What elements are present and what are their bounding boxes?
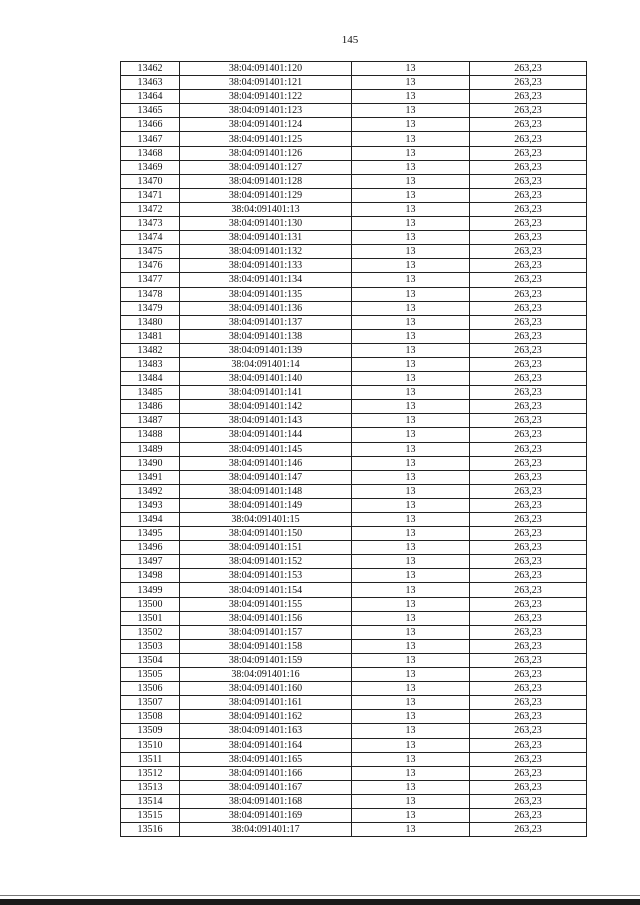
area-value-cell: 263,23: [470, 513, 587, 527]
code-cell: 13: [352, 174, 470, 188]
row-number-cell: 13510: [121, 738, 180, 752]
area-value-cell: 263,23: [470, 780, 587, 794]
cadastral-number-cell: 38:04:091401:124: [180, 118, 352, 132]
cadastral-number-cell: 38:04:091401:142: [180, 400, 352, 414]
area-value-cell: 263,23: [470, 611, 587, 625]
cadastral-number-cell: 38:04:091401:15: [180, 513, 352, 527]
cadastral-number-cell: 38:04:091401:135: [180, 287, 352, 301]
row-number-cell: 13462: [121, 62, 180, 76]
code-cell: 13: [352, 541, 470, 555]
area-value-cell: 263,23: [470, 301, 587, 315]
table-row: [121, 160, 587, 174]
code-cell: 13: [352, 357, 470, 371]
code-cell: 13: [352, 90, 470, 104]
code-cell: 13: [352, 724, 470, 738]
area-value-cell: 263,23: [470, 738, 587, 752]
area-value-cell: 263,23: [470, 273, 587, 287]
row-number-cell: 13470: [121, 174, 180, 188]
row-number-cell: 13482: [121, 343, 180, 357]
cadastral-number-cell: 38:04:091401:139: [180, 343, 352, 357]
code-cell: 13: [352, 808, 470, 822]
scan-edge-line: [0, 895, 640, 896]
table-row: [121, 329, 587, 343]
area-value-cell: 263,23: [470, 174, 587, 188]
row-number-cell: 13500: [121, 597, 180, 611]
code-cell: 13: [352, 597, 470, 611]
row-number-cell: 13507: [121, 696, 180, 710]
row-number-cell: 13495: [121, 527, 180, 541]
area-value-cell: 263,23: [470, 569, 587, 583]
table-row: [121, 132, 587, 146]
cadastral-number-cell: 38:04:091401:136: [180, 301, 352, 315]
cadastral-number-cell: 38:04:091401:122: [180, 90, 352, 104]
cadastral-number-cell: 38:04:091401:149: [180, 498, 352, 512]
area-value-cell: 263,23: [470, 386, 587, 400]
row-number-cell: 13484: [121, 372, 180, 386]
code-cell: 13: [352, 259, 470, 273]
row-number-cell: 13515: [121, 808, 180, 822]
cadastral-number-cell: 38:04:091401:132: [180, 245, 352, 259]
table-row: [121, 315, 587, 329]
table-row: [121, 414, 587, 428]
area-value-cell: 263,23: [470, 329, 587, 343]
area-value-cell: 263,23: [470, 428, 587, 442]
code-cell: 13: [352, 766, 470, 780]
row-number-cell: 13473: [121, 217, 180, 231]
code-cell: 13: [352, 625, 470, 639]
table-row: [121, 301, 587, 315]
code-cell: 13: [352, 710, 470, 724]
area-value-cell: 263,23: [470, 315, 587, 329]
row-number-cell: 13485: [121, 386, 180, 400]
table-row: [121, 583, 587, 597]
row-number-cell: 13514: [121, 794, 180, 808]
code-cell: 13: [352, 527, 470, 541]
cadastral-number-cell: 38:04:091401:157: [180, 625, 352, 639]
area-value-cell: 263,23: [470, 343, 587, 357]
cadastral-number-cell: 38:04:091401:120: [180, 62, 352, 76]
row-number-cell: 13501: [121, 611, 180, 625]
area-value-cell: 263,23: [470, 696, 587, 710]
cadastral-number-cell: 38:04:091401:137: [180, 315, 352, 329]
code-cell: 13: [352, 414, 470, 428]
area-value-cell: 263,23: [470, 188, 587, 202]
table-row: [121, 400, 587, 414]
cadastral-number-cell: 38:04:091401:163: [180, 724, 352, 738]
table-row: [121, 682, 587, 696]
cadastral-number-cell: 38:04:091401:127: [180, 160, 352, 174]
table-row: [121, 498, 587, 512]
area-value-cell: 263,23: [470, 583, 587, 597]
area-value-cell: 263,23: [470, 400, 587, 414]
cadastral-number-cell: 38:04:091401:125: [180, 132, 352, 146]
table-row: [121, 62, 587, 76]
code-cell: 13: [352, 202, 470, 216]
code-cell: 13: [352, 188, 470, 202]
code-cell: 13: [352, 76, 470, 90]
area-value-cell: 263,23: [470, 682, 587, 696]
cadastral-number-cell: 38:04:091401:13: [180, 202, 352, 216]
table-row: [121, 696, 587, 710]
cadastral-number-cell: 38:04:091401:17: [180, 823, 352, 837]
area-value-cell: 263,23: [470, 442, 587, 456]
cadastral-number-cell: 38:04:091401:156: [180, 611, 352, 625]
table-row: [121, 808, 587, 822]
cadastral-number-cell: 38:04:091401:128: [180, 174, 352, 188]
code-cell: 13: [352, 780, 470, 794]
code-cell: 13: [352, 639, 470, 653]
code-cell: 13: [352, 442, 470, 456]
row-number-cell: 13468: [121, 146, 180, 160]
row-number-cell: 13503: [121, 639, 180, 653]
code-cell: 13: [352, 696, 470, 710]
code-cell: 13: [352, 823, 470, 837]
table-row: [121, 724, 587, 738]
cadastral-number-cell: 38:04:091401:160: [180, 682, 352, 696]
row-number-cell: 13487: [121, 414, 180, 428]
code-cell: 13: [352, 273, 470, 287]
row-number-cell: 13506: [121, 682, 180, 696]
table-row: [121, 780, 587, 794]
table-row: [121, 794, 587, 808]
table-row: [121, 76, 587, 90]
area-value-cell: 263,23: [470, 555, 587, 569]
table-row: [121, 90, 587, 104]
registry-table: [120, 61, 587, 837]
code-cell: 13: [352, 104, 470, 118]
table-row: [121, 611, 587, 625]
cadastral-number-cell: 38:04:091401:162: [180, 710, 352, 724]
cadastral-number-cell: 38:04:091401:168: [180, 794, 352, 808]
area-value-cell: 263,23: [470, 217, 587, 231]
code-cell: 13: [352, 794, 470, 808]
table-row: [121, 597, 587, 611]
cadastral-number-cell: 38:04:091401:148: [180, 484, 352, 498]
area-value-cell: 263,23: [470, 724, 587, 738]
row-number-cell: 13478: [121, 287, 180, 301]
row-number-cell: 13493: [121, 498, 180, 512]
cadastral-number-cell: 38:04:091401:121: [180, 76, 352, 90]
code-cell: 13: [352, 132, 470, 146]
code-cell: 13: [352, 555, 470, 569]
table-row: [121, 442, 587, 456]
table-row: [121, 217, 587, 231]
area-value-cell: 263,23: [470, 527, 587, 541]
cadastral-number-cell: 38:04:091401:158: [180, 639, 352, 653]
code-cell: 13: [352, 386, 470, 400]
area-value-cell: 263,23: [470, 132, 587, 146]
area-value-cell: 263,23: [470, 766, 587, 780]
table-row: [121, 104, 587, 118]
code-cell: 13: [352, 372, 470, 386]
area-value-cell: 263,23: [470, 752, 587, 766]
table-row: [121, 245, 587, 259]
row-number-cell: 13489: [121, 442, 180, 456]
row-number-cell: 13499: [121, 583, 180, 597]
table-row: [121, 639, 587, 653]
row-number-cell: 13505: [121, 668, 180, 682]
code-cell: 13: [352, 329, 470, 343]
table-row: [121, 202, 587, 216]
table-row: [121, 146, 587, 160]
row-number-cell: 13492: [121, 484, 180, 498]
cadastral-number-cell: 38:04:091401:165: [180, 752, 352, 766]
row-number-cell: 13472: [121, 202, 180, 216]
row-number-cell: 13509: [121, 724, 180, 738]
cadastral-number-cell: 38:04:091401:126: [180, 146, 352, 160]
table-row: [121, 174, 587, 188]
area-value-cell: 263,23: [470, 202, 587, 216]
row-number-cell: 13504: [121, 653, 180, 667]
area-value-cell: 263,23: [470, 287, 587, 301]
row-number-cell: 13469: [121, 160, 180, 174]
table-row: [121, 569, 587, 583]
area-value-cell: 263,23: [470, 259, 587, 273]
cadastral-number-cell: 38:04:091401:143: [180, 414, 352, 428]
row-number-cell: 13464: [121, 90, 180, 104]
area-value-cell: 263,23: [470, 597, 587, 611]
area-value-cell: 263,23: [470, 639, 587, 653]
area-value-cell: 263,23: [470, 104, 587, 118]
row-number-cell: 13471: [121, 188, 180, 202]
code-cell: 13: [352, 668, 470, 682]
code-cell: 13: [352, 315, 470, 329]
cadastral-number-cell: 38:04:091401:141: [180, 386, 352, 400]
table-row: [121, 273, 587, 287]
code-cell: 13: [352, 301, 470, 315]
row-number-cell: 13467: [121, 132, 180, 146]
code-cell: 13: [352, 62, 470, 76]
cadastral-number-cell: 38:04:091401:16: [180, 668, 352, 682]
area-value-cell: 263,23: [470, 498, 587, 512]
row-number-cell: 13497: [121, 555, 180, 569]
cadastral-number-cell: 38:04:091401:134: [180, 273, 352, 287]
cadastral-number-cell: 38:04:091401:146: [180, 456, 352, 470]
row-number-cell: 13480: [121, 315, 180, 329]
cadastral-number-cell: 38:04:091401:138: [180, 329, 352, 343]
cadastral-number-cell: 38:04:091401:167: [180, 780, 352, 794]
table-row: [121, 456, 587, 470]
area-value-cell: 263,23: [470, 456, 587, 470]
code-cell: 13: [352, 752, 470, 766]
table-row: [121, 541, 587, 555]
cadastral-number-cell: 38:04:091401:133: [180, 259, 352, 273]
table-row: [121, 428, 587, 442]
cadastral-number-cell: 38:04:091401:14: [180, 357, 352, 371]
area-value-cell: 263,23: [470, 76, 587, 90]
area-value-cell: 263,23: [470, 794, 587, 808]
code-cell: 13: [352, 583, 470, 597]
table-row: [121, 357, 587, 371]
table-row: [121, 188, 587, 202]
cadastral-number-cell: 38:04:091401:144: [180, 428, 352, 442]
table-row: [121, 668, 587, 682]
area-value-cell: 263,23: [470, 484, 587, 498]
area-value-cell: 263,23: [470, 625, 587, 639]
area-value-cell: 263,23: [470, 62, 587, 76]
code-cell: 13: [352, 160, 470, 174]
table-row: [121, 118, 587, 132]
row-number-cell: 13490: [121, 456, 180, 470]
code-cell: 13: [352, 484, 470, 498]
cadastral-number-cell: 38:04:091401:151: [180, 541, 352, 555]
area-value-cell: 263,23: [470, 823, 587, 837]
code-cell: 13: [352, 569, 470, 583]
row-number-cell: 13486: [121, 400, 180, 414]
cadastral-number-cell: 38:04:091401:155: [180, 597, 352, 611]
table-row: [121, 710, 587, 724]
table-row: [121, 287, 587, 301]
row-number-cell: 13491: [121, 470, 180, 484]
cadastral-number-cell: 38:04:091401:131: [180, 231, 352, 245]
table-row: [121, 766, 587, 780]
code-cell: 13: [352, 738, 470, 752]
table-row: [121, 259, 587, 273]
area-value-cell: 263,23: [470, 118, 587, 132]
cadastral-number-cell: 38:04:091401:153: [180, 569, 352, 583]
code-cell: 13: [352, 146, 470, 160]
row-number-cell: 13474: [121, 231, 180, 245]
code-cell: 13: [352, 343, 470, 357]
cadastral-number-cell: 38:04:091401:130: [180, 217, 352, 231]
table-row: [121, 738, 587, 752]
cadastral-number-cell: 38:04:091401:145: [180, 442, 352, 456]
area-value-cell: 263,23: [470, 231, 587, 245]
cadastral-number-cell: 38:04:091401:152: [180, 555, 352, 569]
code-cell: 13: [352, 217, 470, 231]
code-cell: 13: [352, 428, 470, 442]
area-value-cell: 263,23: [470, 245, 587, 259]
code-cell: 13: [352, 400, 470, 414]
row-number-cell: 13488: [121, 428, 180, 442]
row-number-cell: 13476: [121, 259, 180, 273]
cadastral-number-cell: 38:04:091401:164: [180, 738, 352, 752]
cadastral-number-cell: 38:04:091401:166: [180, 766, 352, 780]
row-number-cell: 13511: [121, 752, 180, 766]
area-value-cell: 263,23: [470, 541, 587, 555]
table-row: [121, 555, 587, 569]
cadastral-number-cell: 38:04:091401:129: [180, 188, 352, 202]
area-value-cell: 263,23: [470, 668, 587, 682]
scan-bottom-edge: [0, 899, 640, 905]
table-row: [121, 484, 587, 498]
cadastral-number-cell: 38:04:091401:150: [180, 527, 352, 541]
row-number-cell: 13496: [121, 541, 180, 555]
row-number-cell: 13483: [121, 357, 180, 371]
cadastral-number-cell: 38:04:091401:154: [180, 583, 352, 597]
code-cell: 13: [352, 611, 470, 625]
table-row: [121, 231, 587, 245]
row-number-cell: 13463: [121, 76, 180, 90]
area-value-cell: 263,23: [470, 146, 587, 160]
code-cell: 13: [352, 456, 470, 470]
cadastral-number-cell: 38:04:091401:161: [180, 696, 352, 710]
row-number-cell: 13508: [121, 710, 180, 724]
table-row: [121, 513, 587, 527]
table-row: [121, 372, 587, 386]
table-row: [121, 653, 587, 667]
area-value-cell: 263,23: [470, 414, 587, 428]
registry-table-body: [121, 62, 587, 837]
area-value-cell: 263,23: [470, 357, 587, 371]
row-number-cell: 13465: [121, 104, 180, 118]
code-cell: 13: [352, 498, 470, 512]
area-value-cell: 263,23: [470, 90, 587, 104]
row-number-cell: 13498: [121, 569, 180, 583]
area-value-cell: 263,23: [470, 653, 587, 667]
code-cell: 13: [352, 245, 470, 259]
row-number-cell: 13475: [121, 245, 180, 259]
row-number-cell: 13479: [121, 301, 180, 315]
table-row: [121, 823, 587, 837]
area-value-cell: 263,23: [470, 808, 587, 822]
cadastral-number-cell: 38:04:091401:159: [180, 653, 352, 667]
cadastral-number-cell: 38:04:091401:140: [180, 372, 352, 386]
table-row: [121, 386, 587, 400]
row-number-cell: 13466: [121, 118, 180, 132]
area-value-cell: 263,23: [470, 710, 587, 724]
table-row: [121, 625, 587, 639]
table-row: [121, 752, 587, 766]
row-number-cell: 13513: [121, 780, 180, 794]
table-row: [121, 527, 587, 541]
code-cell: 13: [352, 682, 470, 696]
row-number-cell: 13494: [121, 513, 180, 527]
code-cell: 13: [352, 287, 470, 301]
row-number-cell: 13477: [121, 273, 180, 287]
area-value-cell: 263,23: [470, 160, 587, 174]
cadastral-number-cell: 38:04:091401:169: [180, 808, 352, 822]
page-number: 145: [341, 34, 359, 46]
cadastral-number-cell: 38:04:091401:123: [180, 104, 352, 118]
code-cell: 13: [352, 231, 470, 245]
table-row: [121, 343, 587, 357]
area-value-cell: 263,23: [470, 470, 587, 484]
code-cell: 13: [352, 118, 470, 132]
cadastral-number-cell: 38:04:091401:147: [180, 470, 352, 484]
row-number-cell: 13512: [121, 766, 180, 780]
table-row: [121, 470, 587, 484]
code-cell: 13: [352, 653, 470, 667]
row-number-cell: 13481: [121, 329, 180, 343]
code-cell: 13: [352, 470, 470, 484]
area-value-cell: 263,23: [470, 372, 587, 386]
row-number-cell: 13502: [121, 625, 180, 639]
code-cell: 13: [352, 513, 470, 527]
row-number-cell: 13516: [121, 823, 180, 837]
